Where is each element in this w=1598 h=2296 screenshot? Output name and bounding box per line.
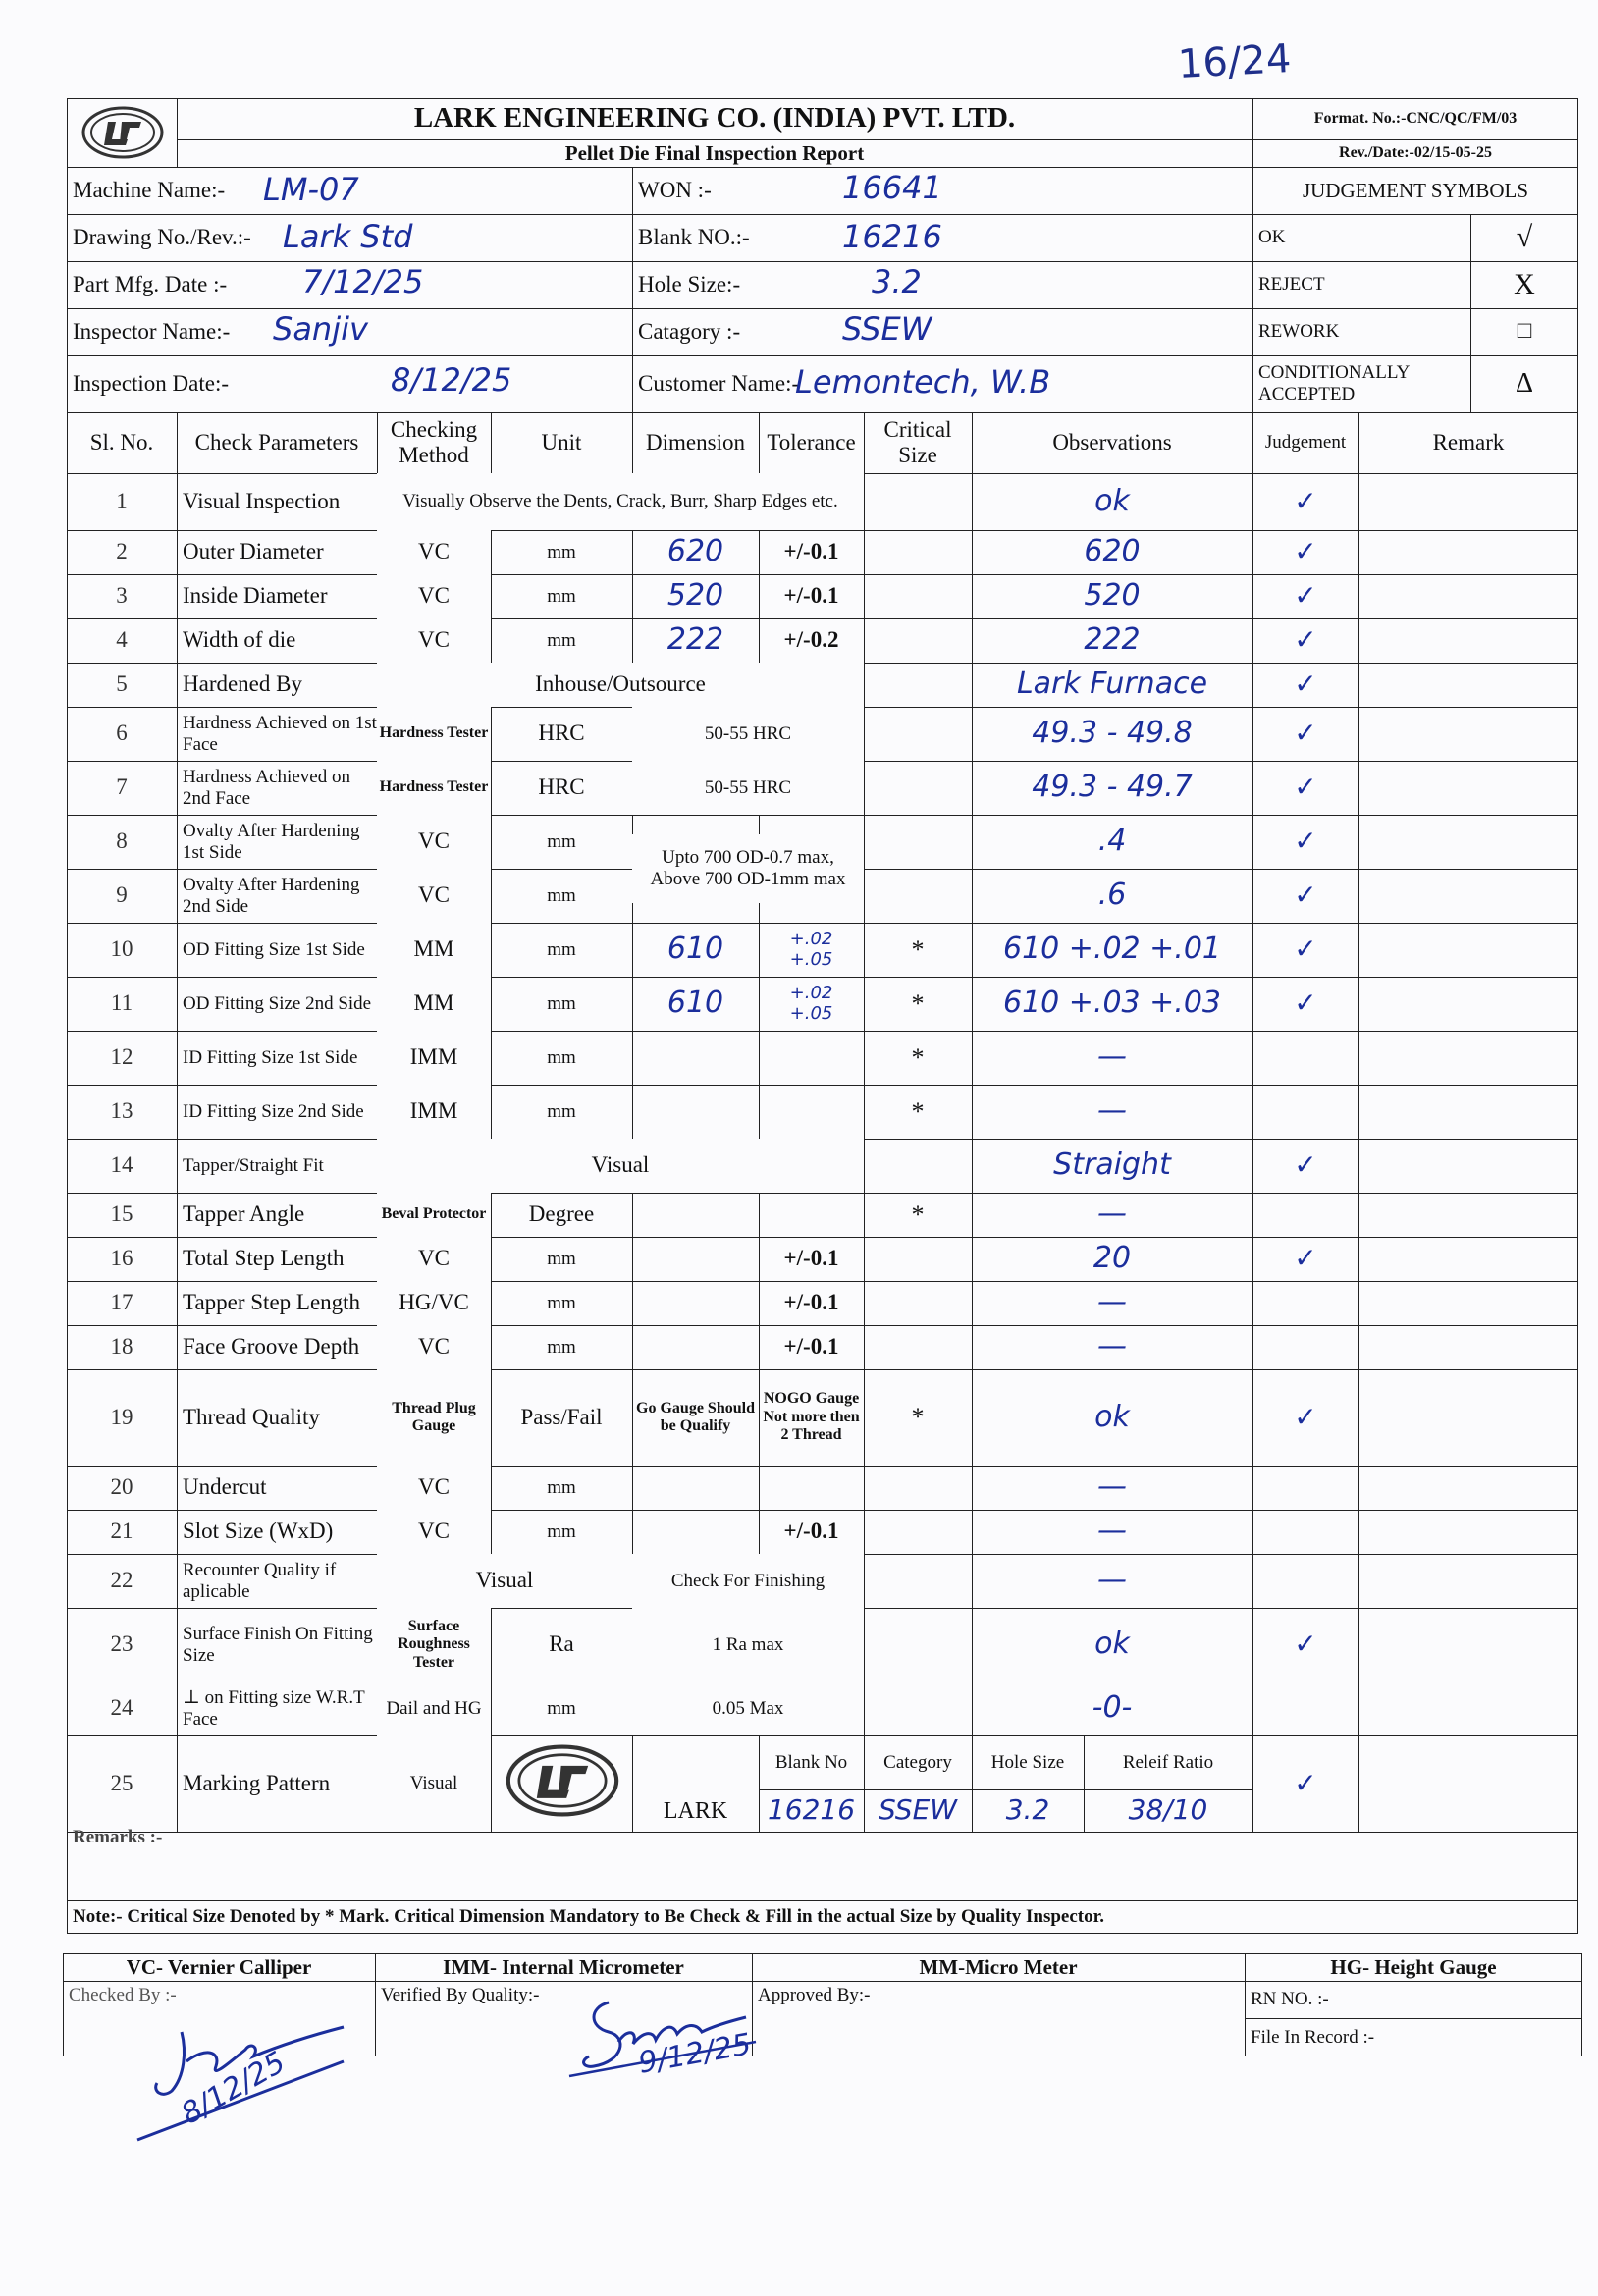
machine-value: LM-07 bbox=[263, 171, 359, 208]
verified-by-label: Verified By Quality:- bbox=[381, 1985, 540, 2006]
row-observation: — bbox=[1097, 1094, 1127, 1129]
row-merged-spec: Inhouse/Outsource bbox=[377, 663, 864, 707]
critical-note: Note:- Critical Size Denoted by * Mark. Critical Dimension Mandatory to Be Check & Fill in the actual Size by Quality Inspector. bbox=[73, 1906, 1105, 1928]
row-observation: 520 bbox=[1084, 578, 1141, 614]
row-unit: mm bbox=[547, 830, 576, 852]
row-judgement: ✓ bbox=[1294, 1628, 1317, 1661]
inspector-label: Inspector Name:- bbox=[73, 318, 231, 344]
legend-vc: VC- Vernier Calliper bbox=[126, 1954, 312, 1979]
row-parameter: Visual Inspection bbox=[183, 488, 341, 513]
blank-label: Blank NO.:- bbox=[638, 224, 750, 249]
row-observation: 620 bbox=[1084, 534, 1141, 569]
row-merged-spec: Visual bbox=[377, 1139, 864, 1193]
row-parameter: ID Fitting Size 1st Side bbox=[183, 1046, 358, 1068]
row-tolerance: +/-0.1 bbox=[783, 1334, 839, 1360]
marking-category-label: Category bbox=[883, 1751, 952, 1773]
row-critical-mark: * bbox=[911, 934, 925, 964]
column-header-9: Remark bbox=[1432, 429, 1505, 454]
row-observation: 222 bbox=[1084, 622, 1141, 658]
inspection-date-value: 8/12/25 bbox=[391, 361, 512, 399]
row-observation: ok bbox=[1094, 1399, 1130, 1434]
row-judgement: ✓ bbox=[1294, 1148, 1317, 1182]
row-parameter: Total Step Length bbox=[183, 1246, 345, 1271]
marking-relief-value: 38/10 bbox=[1128, 1793, 1208, 1827]
category-value: SSEW bbox=[842, 310, 932, 347]
hole-size-label: Hole Size:- bbox=[638, 271, 741, 296]
document-number: 16/24 bbox=[1176, 36, 1293, 87]
row-unit: mm bbox=[547, 1697, 576, 1719]
format-number: Format. No.:-CNC/QC/FM/03 bbox=[1313, 109, 1518, 127]
customer-label: Customer Name:- bbox=[638, 370, 800, 396]
row-tolerance: NOGO Gauge Not more then 2 Thread bbox=[763, 1390, 860, 1444]
row-method: VC bbox=[377, 1237, 491, 1281]
row-unit: HRC bbox=[538, 774, 585, 800]
row-number: 10 bbox=[110, 936, 133, 962]
row-number: 16 bbox=[110, 1246, 133, 1271]
legend-hg: HG- Height Gauge bbox=[1330, 1954, 1497, 1979]
customer-value: Lemontech, W.B bbox=[795, 363, 1051, 400]
symbol-reject-label: REJECT bbox=[1258, 274, 1325, 295]
category-label: Catagory :- bbox=[638, 318, 741, 344]
row-observation: 610 +.02 +.01 bbox=[1002, 932, 1222, 967]
row-parameter: Tapper/Straight Fit bbox=[183, 1154, 324, 1176]
row-method: VC bbox=[377, 1466, 491, 1510]
row-tolerance: +.02 +.05 bbox=[789, 982, 833, 1024]
marking-blank-value: 16216 bbox=[767, 1793, 856, 1827]
row-tolerance: +/-0.1 bbox=[783, 1290, 839, 1315]
row-unit: mm bbox=[547, 1046, 576, 1068]
row-parameter: OD Fitting Size 2nd Side bbox=[183, 992, 372, 1014]
row-number: 11 bbox=[110, 990, 133, 1016]
row-observation: ok bbox=[1094, 483, 1130, 518]
row-unit: mm bbox=[547, 585, 576, 607]
row-method: VC bbox=[377, 574, 491, 618]
symbol-rework: □ bbox=[1517, 318, 1532, 345]
row-judgement: ✓ bbox=[1294, 717, 1317, 750]
company-logo bbox=[79, 104, 167, 161]
drawing-label: Drawing No./Rev.:- bbox=[73, 224, 251, 249]
row-unit: mm bbox=[547, 1292, 576, 1313]
row-method: Dail and HG bbox=[377, 1682, 491, 1735]
row-parameter: Tapper Step Length bbox=[183, 1290, 361, 1315]
row-unit: mm bbox=[547, 1248, 576, 1269]
company-name: LARK ENGINEERING CO. (INDIA) PVT. LTD. bbox=[413, 102, 1016, 134]
row-method: VC bbox=[377, 618, 491, 663]
row-judgement: ✓ bbox=[1294, 987, 1317, 1020]
row-spec: 1 Ra max bbox=[632, 1608, 864, 1682]
row-dimension: 610 bbox=[666, 986, 724, 1021]
row-observation: — bbox=[1097, 1329, 1127, 1364]
row-parameter: ID Fitting Size 2nd Side bbox=[183, 1100, 364, 1122]
row-critical-mark: * bbox=[911, 988, 925, 1018]
row-unit: mm bbox=[547, 1521, 576, 1542]
row-method: VC bbox=[377, 869, 491, 923]
row-number: 14 bbox=[110, 1152, 133, 1178]
row-judgement: ✓ bbox=[1294, 579, 1317, 613]
row-observation: 49.3 - 49.7 bbox=[1032, 770, 1193, 805]
row-number: 19 bbox=[110, 1404, 133, 1429]
row-method: Beval Protector bbox=[377, 1193, 491, 1237]
inspection-date-label: Inspection Date:- bbox=[73, 370, 230, 396]
checked-by-date: 8/12/25 bbox=[175, 2045, 292, 2132]
symbol-ok-label: OK bbox=[1258, 227, 1286, 248]
row-judgement: ✓ bbox=[1294, 825, 1317, 858]
row-observation: ok bbox=[1094, 1627, 1130, 1662]
row-method: MM bbox=[377, 923, 491, 977]
row-method: Hardness Tester bbox=[377, 761, 491, 815]
row-unit: mm bbox=[547, 884, 576, 906]
column-header-1: Check Parameters bbox=[194, 429, 359, 454]
row-unit: Degree bbox=[528, 1201, 595, 1227]
row-method: IMM bbox=[377, 1031, 491, 1085]
row-parameter: Tapper Angle bbox=[183, 1201, 305, 1227]
row-observation: 49.3 - 49.8 bbox=[1032, 716, 1193, 751]
row-judgement: ✓ bbox=[1294, 1766, 1317, 1799]
symbol-rework-label: REWORK bbox=[1258, 321, 1340, 343]
row-number: 21 bbox=[110, 1519, 133, 1544]
row-judgement: ✓ bbox=[1294, 879, 1317, 912]
column-header-6: Critical Size bbox=[883, 416, 952, 467]
row-dimension: 610 bbox=[666, 932, 724, 967]
column-rule bbox=[1358, 412, 1359, 1832]
hole-size-value: 3.2 bbox=[872, 263, 922, 300]
row-observation: — bbox=[1097, 1469, 1127, 1505]
row-parameter: Hardness Achieved on 1st Face bbox=[183, 712, 377, 755]
row-method-unit: Visual bbox=[377, 1554, 632, 1608]
row-tolerance: +/-0.1 bbox=[783, 539, 839, 564]
row-number: 25 bbox=[110, 1770, 133, 1795]
column-header-2: Checking Method bbox=[390, 416, 478, 467]
row-spec: 50-55 HRC bbox=[632, 761, 864, 815]
row-dimension: 620 bbox=[666, 534, 724, 569]
row-unit: mm bbox=[547, 1476, 576, 1498]
verified-by-signature bbox=[550, 1983, 805, 2091]
row-number: 9 bbox=[116, 882, 128, 908]
row-unit: Ra bbox=[549, 1631, 574, 1657]
row-tolerance: +/-0.1 bbox=[783, 583, 839, 609]
row-merged-spec: Visually Observe the Dents, Crack, Burr, Sharp Edges etc. bbox=[377, 473, 864, 530]
row-number: 8 bbox=[116, 828, 128, 854]
row-judgement: ✓ bbox=[1294, 771, 1317, 804]
row-number: 3 bbox=[116, 583, 128, 609]
rev-date: Rev./Date:-02/15-05-25 bbox=[1339, 143, 1492, 161]
row-parameter: Hardened By bbox=[183, 671, 302, 697]
row-tolerance: +/-0.1 bbox=[783, 1519, 839, 1544]
row-parameter: Ovalty After Hardening 1st Side bbox=[183, 820, 360, 863]
inspection-report-sheet bbox=[67, 98, 1578, 1934]
row-unit: Pass/Fail bbox=[520, 1404, 603, 1429]
row-number: 23 bbox=[110, 1631, 133, 1657]
row-method: Thread Plug Gauge bbox=[377, 1369, 491, 1466]
checked-by-label: Checked By :- bbox=[69, 1985, 177, 2006]
marking-hole-label: Hole Size bbox=[990, 1751, 1065, 1773]
legend-imm: IMM- Internal Micrometer bbox=[443, 1954, 684, 1979]
row-parameter: Outer Diameter bbox=[183, 539, 324, 564]
row-number: 1 bbox=[116, 488, 128, 513]
row-parameter: Width of die bbox=[183, 627, 296, 653]
row-number: 24 bbox=[110, 1695, 133, 1721]
row-parameter: ⊥ on Fitting size W.R.T Face bbox=[183, 1686, 365, 1730]
judgement-symbols-title: JUDGEMENT SYMBOLS bbox=[1302, 178, 1529, 202]
row-observation: Straight bbox=[1053, 1148, 1171, 1183]
row-judgement: ✓ bbox=[1294, 535, 1317, 568]
row-observation: — bbox=[1097, 1285, 1127, 1320]
marking-blank-label: Blank No bbox=[774, 1751, 848, 1773]
file-in-record-label: File In Record :- bbox=[1251, 2026, 1375, 2048]
legend-mm: MM-Micro Meter bbox=[919, 1954, 1078, 1979]
row-observation: — bbox=[1097, 1040, 1127, 1075]
row-number: 22 bbox=[110, 1568, 133, 1593]
row-number: 20 bbox=[110, 1474, 133, 1500]
row-dimension: Go Gauge Should be Qualify bbox=[636, 1399, 755, 1434]
row-unit: mm bbox=[547, 541, 576, 562]
mfg-date-value: 7/12/25 bbox=[302, 263, 424, 300]
row-judgement: ✓ bbox=[1294, 933, 1317, 966]
row-observation: — bbox=[1097, 1197, 1127, 1232]
symbol-reject: X bbox=[1514, 267, 1535, 300]
row-judgement: ✓ bbox=[1294, 1242, 1317, 1275]
row-number: 13 bbox=[110, 1098, 133, 1124]
approved-by-label: Approved By:- bbox=[758, 1985, 871, 2006]
row-parameter: Ovalty After Hardening 2nd Side bbox=[183, 874, 360, 917]
row-observation: Lark Furnace bbox=[1016, 667, 1208, 702]
marking-hole-value: 3.2 bbox=[1005, 1793, 1050, 1827]
row-judgement: ✓ bbox=[1294, 623, 1317, 657]
row-observation: -0- bbox=[1092, 1690, 1133, 1726]
won-value: 16641 bbox=[842, 169, 942, 206]
row-unit: mm bbox=[547, 992, 576, 1014]
row-observation: — bbox=[1097, 1514, 1127, 1549]
row-number: 15 bbox=[110, 1201, 133, 1227]
row-critical-mark: * bbox=[911, 1200, 925, 1229]
row-parameter: Face Groove Depth bbox=[183, 1334, 360, 1360]
row-unit: mm bbox=[547, 629, 576, 651]
row-judgement: ✓ bbox=[1294, 667, 1317, 701]
row-unit: mm bbox=[547, 1336, 576, 1358]
row-number: 2 bbox=[116, 539, 128, 564]
symbol-ok: √ bbox=[1516, 220, 1533, 253]
drawing-value: Lark Std bbox=[283, 218, 413, 255]
row-method: Hardness Tester bbox=[377, 707, 491, 761]
row-dimension: 222 bbox=[666, 622, 724, 658]
row-number: 5 bbox=[116, 671, 128, 697]
row-observation: — bbox=[1097, 1563, 1127, 1598]
row-parameter: Slot Size (WxD) bbox=[183, 1519, 334, 1544]
row-unit: mm bbox=[547, 938, 576, 960]
row-parameter: Marking Pattern bbox=[183, 1770, 331, 1795]
row-method: Surface Roughness Tester bbox=[377, 1608, 491, 1682]
row-observation: 610 +.03 +.03 bbox=[1002, 986, 1222, 1021]
row-method: Visual bbox=[377, 1735, 491, 1832]
remarks-label: Remarks :- bbox=[73, 1827, 163, 1848]
inspector-value: Sanjiv bbox=[273, 310, 368, 347]
ovalty-spec: Upto 700 OD-0.7 max, Above 700 OD-1mm max bbox=[632, 834, 864, 903]
row-method: VC bbox=[377, 815, 491, 869]
won-label: WON :- bbox=[638, 177, 712, 202]
marking-rule bbox=[491, 1735, 492, 1832]
row-observation: .6 bbox=[1097, 878, 1127, 913]
column-header-3: Unit bbox=[541, 429, 582, 454]
row-number: 12 bbox=[110, 1044, 133, 1070]
row-critical-mark: * bbox=[911, 1042, 925, 1072]
column-header-5: Tolerance bbox=[767, 429, 856, 454]
report-title: Pellet Die Final Inspection Report bbox=[564, 140, 865, 165]
row-tolerance: +/-0.2 bbox=[783, 627, 839, 653]
row-parameter: Thread Quality bbox=[183, 1404, 320, 1429]
row-spec: 0.05 Max bbox=[632, 1682, 864, 1735]
row-spec: 50-55 HRC bbox=[632, 707, 864, 761]
row-method: MM bbox=[377, 977, 491, 1031]
row-method: HG/VC bbox=[377, 1281, 491, 1325]
column-header-0: Sl. No. bbox=[89, 429, 154, 454]
row-parameter: Undercut bbox=[183, 1474, 267, 1500]
row-parameter: Surface Finish On Fitting Size bbox=[183, 1623, 373, 1666]
row-parameter: OD Fitting Size 1st Side bbox=[183, 938, 365, 960]
row-spec: Check For Finishing bbox=[632, 1554, 864, 1608]
row-parameter: Recounter Quality if aplicable bbox=[183, 1559, 337, 1602]
row-parameter: Hardness Achieved on 2nd Face bbox=[183, 766, 350, 809]
column-header-8: Judgement bbox=[1264, 432, 1347, 454]
mfg-date-label: Part Mfg. Date :- bbox=[73, 271, 228, 296]
row-number: 18 bbox=[110, 1334, 133, 1360]
marking-lark: LARK bbox=[663, 1798, 728, 1825]
row-method: VC bbox=[377, 530, 491, 574]
row-method: VC bbox=[377, 1510, 491, 1554]
row-number: 17 bbox=[110, 1290, 133, 1315]
row-judgement: ✓ bbox=[1294, 484, 1317, 517]
blank-value: 16216 bbox=[842, 218, 942, 255]
row-observation: .4 bbox=[1097, 824, 1127, 859]
marking-logo-icon bbox=[499, 1741, 626, 1820]
row-method: VC bbox=[377, 1325, 491, 1369]
row-tolerance: +.02 +.05 bbox=[789, 928, 833, 970]
row-dimension: 520 bbox=[666, 578, 724, 614]
row-method: IMM bbox=[377, 1085, 491, 1139]
machine-label: Machine Name:- bbox=[73, 177, 226, 202]
symbol-conditional: Δ bbox=[1515, 367, 1533, 399]
row-critical-mark: * bbox=[911, 1403, 925, 1432]
marking-relief-label: Releif Ratio bbox=[1122, 1751, 1214, 1773]
symbol-conditional-label: CONDITIONALLY ACCEPTED bbox=[1258, 362, 1410, 404]
row-observation: 20 bbox=[1092, 1241, 1132, 1276]
row-parameter: Inside Diameter bbox=[183, 583, 328, 609]
column-header-7: Observations bbox=[1052, 429, 1172, 454]
row-unit: HRC bbox=[538, 721, 585, 746]
row-unit: mm bbox=[547, 1100, 576, 1122]
row-tolerance: +/-0.1 bbox=[783, 1246, 839, 1271]
row-critical-mark: * bbox=[911, 1096, 925, 1126]
marking-category-value: SSEW bbox=[879, 1793, 957, 1827]
row-number: 6 bbox=[116, 721, 128, 746]
verified-by-date: 9/12/25 bbox=[635, 2027, 754, 2081]
row-judgement: ✓ bbox=[1294, 1400, 1317, 1433]
rn-number-label: RN NO. :- bbox=[1251, 1989, 1329, 2010]
column-header-4: Dimension bbox=[646, 429, 745, 454]
row-number: 4 bbox=[116, 627, 128, 653]
row-number: 7 bbox=[116, 774, 128, 800]
